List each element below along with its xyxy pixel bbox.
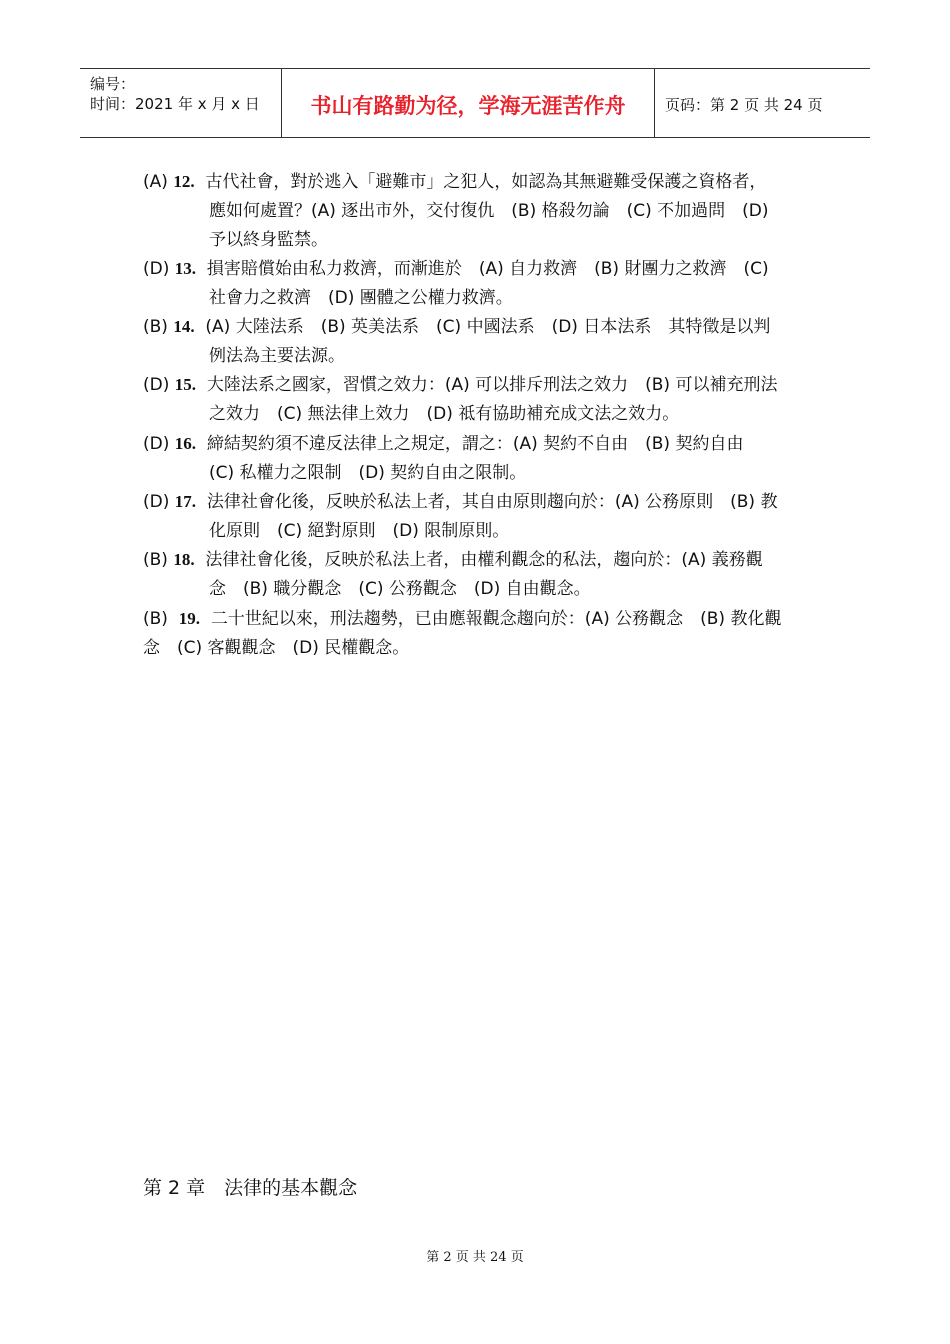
time-label: 时间：2021 年 x 月 x 日	[90, 95, 260, 113]
question-17	[143, 487, 808, 546]
question-text: 古代社會，對於逃入「避難市」之犯人，如認為其無避難受保護之資格者，	[205, 172, 767, 192]
question-text: (A) 大陸法系 (B) 英美法系 (C) 中國法系 (D) 日本法系 其特徵是以判	[205, 317, 771, 337]
question-text: 損害賠償始由私力救濟，而漸進於 (A) 自力救濟 (B) 財團力之救濟 (C)	[206, 259, 769, 279]
question-number: 19.	[178, 609, 200, 628]
question-text: 締結契約須不違反法律上之規定，謂之：(A) 契約不自由 (B) 契約自由	[206, 434, 744, 454]
question-number: 13.	[174, 259, 197, 278]
question-number: 17.	[174, 492, 197, 511]
answer-label: (D)	[143, 259, 170, 279]
header-motto-cell	[282, 69, 655, 137]
question-text: 化原則 (C) 絕對原則 (D) 限制原則。	[209, 521, 510, 541]
question-text: 念 (B) 職分觀念 (C) 公務觀念 (D) 自由觀念。	[209, 579, 591, 599]
page-footer: 第 2 页 共 24 页	[426, 1250, 524, 1265]
answer-label: (D)	[143, 434, 170, 454]
question-text: 念 (C) 客觀觀念 (D) 民權觀念。	[143, 638, 410, 658]
question-text: 二十世紀以來，刑法趨勢，已由應報觀念趨向於：(A) 公務觀念 (B) 教化觀	[210, 609, 782, 629]
question-number: 16.	[174, 434, 197, 453]
question-text: 社會力之救濟 (D) 團體之公權力救濟。	[209, 288, 513, 308]
answer-label: (B)	[143, 550, 168, 570]
question-text: 法律社會化後，反映於私法上者，其自由原則趨向於：(A) 公務原則 (B) 教	[206, 492, 778, 512]
question-text: 法律社會化後，反映於私法上者，由權利觀念的私法，趨向於：(A) 義務觀	[205, 550, 763, 570]
question-13	[143, 254, 808, 313]
answer-label: (D)	[143, 375, 170, 395]
question-15	[143, 370, 808, 429]
number-label: 编号：	[90, 75, 136, 93]
question-19	[143, 604, 808, 663]
answer-label: (B)	[143, 317, 168, 337]
question-18	[143, 545, 808, 604]
question-16	[143, 429, 808, 488]
question-12	[143, 167, 808, 255]
question-text: (C) 私權力之限制 (D) 契約自由之限制。	[209, 463, 527, 483]
answer-label: (D)	[143, 492, 170, 512]
answer-label: (B)	[143, 609, 168, 629]
question-text: 之效力 (C) 無法律上效力 (D) 祗有協助補充成文法之效力。	[209, 404, 680, 424]
question-number: 14.	[173, 317, 195, 336]
question-14	[143, 312, 808, 371]
chapter-heading: 第 2 章 法律的基本觀念	[143, 1177, 358, 1199]
document-header	[80, 68, 870, 138]
answer-label: (A)	[143, 172, 168, 192]
header-meta-cell	[80, 69, 282, 137]
question-text: 例法為主要法源。	[209, 346, 345, 366]
question-number: 18.	[173, 550, 195, 569]
question-number: 15.	[174, 375, 197, 394]
motto-text: 书山有路勤为径，学海无涯苦作舟	[310, 94, 626, 118]
question-text: 應如何處置？(A) 逐出市外，交付復仇 (B) 格殺勿論 (C) 不加過問 (D)	[209, 201, 769, 221]
page-info: 页码：第 2 页 共 24 页	[665, 96, 823, 114]
question-text: 大陸法系之國家，習慣之效力：(A) 可以排斥刑法之效力 (B) 可以補充刑法	[206, 375, 778, 395]
header-page-cell	[655, 69, 870, 137]
question-text: 予以終身監禁。	[209, 230, 328, 250]
question-number: 12.	[173, 172, 195, 191]
